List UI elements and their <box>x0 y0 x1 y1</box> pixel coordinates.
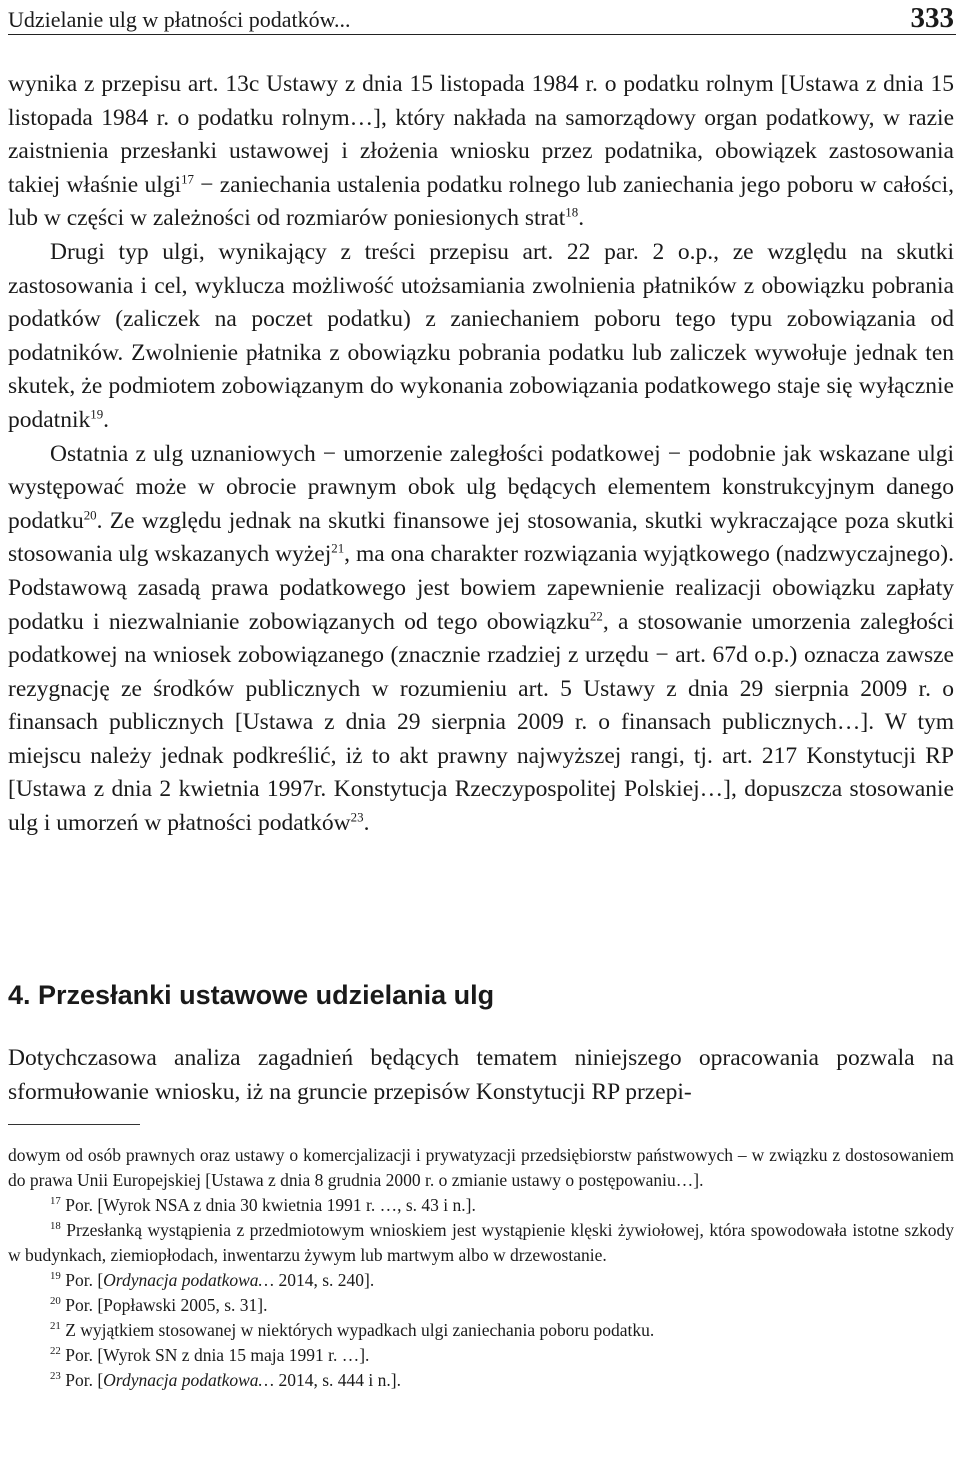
paragraph-2-text-a: Drugi typ ulgi, wynikający z treści przepisu art. 22 par. 2 o.p., ze względu na skutki zastosowania i cel, wyklucza możliwość utożsamiania zwolnienia płatników z obowiązku pobrania podatków (zaliczek na poczet podatku) z zaniechaniem poboru tego typu zobowiązania od podatników. Zwolnienie płatnika z obowiązku pobrania podatku lub zaliczek wywołuje jednak ten skutek, że podmiotem zobowiązanym do wykonania zobowiązania podatkowego staje się wyłącznie podatnik <box>8 238 954 433</box>
footnote-20 <box>8 1293 954 1318</box>
footnote-ref-18: 18 <box>565 204 579 220</box>
footnote-17 <box>8 1193 954 1218</box>
footnote-ref-23: 23 <box>350 809 364 825</box>
paragraph-1-text-b: − zaniechania ustalenia podatku rolnego lub zaniechania jego poboru w całości, lub w części w zależności od rozmiarów poniesionych strat <box>8 171 954 232</box>
section-body <box>8 1042 954 1109</box>
section-heading: 4. Przesłanki ustawowe udzielania ulg <box>8 980 495 1010</box>
section-paragraph: Dotychczasowa analiza zagadnień będących tematem niniejszego opracowania pozwala na sformułowanie wniosku, iż na gruncie przepisów Konstytucji RP przepi- <box>8 1045 954 1105</box>
footnote-text-post: 2014, s. 240]. <box>274 1270 375 1290</box>
paragraph-3 <box>8 438 954 841</box>
footnote-number: 21 <box>50 1319 61 1332</box>
paragraph-3-text-e: . <box>363 810 370 837</box>
footnote-separator <box>8 1124 140 1125</box>
footnote-18 <box>8 1218 954 1268</box>
footnote-22 <box>8 1343 954 1368</box>
paragraph-1-text-c: . <box>578 205 585 232</box>
footnote-italic-title: Ordynacja podatkowa… <box>103 1270 275 1290</box>
paragraph-3-text-a: Ostatnia z ulg uznaniowych − umorzenie zaległości podatkowej − podobnie jak wskazane ulgi występować może w obrocie prawnym obok ulg będących elementem konstrukcyjnym danego podatku <box>8 440 954 534</box>
footnote-ref-22: 22 <box>589 608 603 624</box>
footnote-text: Por. [Popławski 2005, s. 31]. <box>60 1295 268 1315</box>
running-title: Udzielanie ulg w płatności podatków... <box>8 7 351 32</box>
paragraph-2 <box>8 236 954 438</box>
footnote-number: 19 <box>50 1269 61 1282</box>
footnote-number: 18 <box>50 1219 61 1232</box>
main-text <box>8 68 954 841</box>
paragraph-1 <box>8 68 954 236</box>
paragraph-3-text-c: , ma ona charakter rozwiązania wyjątkowego (nadzwyczajnego). Podstawową zasadą prawa podatkowego jest bowiem zapewnienie realizacji obowiązku zapłaty podatku i niezwalnianie zobowiązanych od tego obowiązku <box>8 541 954 635</box>
paragraph-3-text-b: . Ze względu jednak na skutki finansowe jej stosowania, skutki wykraczające poza skutki stosowania ulg wskazanych wyżej <box>8 507 954 568</box>
running-header <box>8 4 956 35</box>
paragraph-2-text-b: . <box>103 406 110 433</box>
footnote-number: 17 <box>50 1194 61 1207</box>
footnote-ref-19: 19 <box>90 406 104 422</box>
footnote-text-pre: Por. [ <box>60 1270 104 1290</box>
footnote-23 <box>8 1368 954 1393</box>
footnote-text: Przesłanką wystąpienia z przedmiotowym wnioskiem jest wystąpienie klęski żywiołowej, która spowodowała istotne szkody w budynkach, ziemiopłodach, inwentarzu żywym lub martwym albo w drzewostanie. <box>8 1220 954 1265</box>
footnote-ref-17: 17 <box>181 171 194 187</box>
page-number: 333 <box>910 2 954 34</box>
footnote-number: 22 <box>50 1344 61 1357</box>
footnote-19 <box>8 1268 954 1293</box>
footnote-ref-20: 20 <box>83 507 97 523</box>
footnote-number: 23 <box>50 1369 61 1382</box>
footnote-text-pre: Por. [ <box>60 1370 104 1390</box>
footnote-ref-21: 21 <box>331 540 345 556</box>
footnote-text: Z wyjątkiem stosowanej w niektórych wypadkach ulgi zaniechania poboru podatku. <box>60 1320 655 1340</box>
footnote-text: Por. [Wyrok NSA z dnia 30 kwietnia 1991 r. …, s. 43 i n.]. <box>60 1195 476 1215</box>
footnotes <box>8 1143 954 1393</box>
footnote-21 <box>8 1318 954 1343</box>
footnote-italic-title: Ordynacja podatkowa… <box>103 1370 275 1390</box>
footnote-text: Por. [Wyrok SN z dnia 15 maja 1991 r. …]. <box>60 1345 370 1365</box>
paragraph-3-text-d: , a stosowanie umorzenia zaległości podatkowej na wniosek zobowiązanego (znacznie rzadziej z urzędu − art. 67d o.p.) oznacza zawsze rezygnację ze środków publicznych w rozumieniu art. 5 Ustawy z dnia 29 sierpnia 2009 r. o finansach publicznych [Ustawa z dnia 29 sierpnia 2009 r. o finansach publicznych…]. W tym miejscu należy jednak podkreślić, iż to akt prawny najwyższej rangi, tj. art. 217 Konstytucji RP [Ustawa z dnia 2 kwietnia 1997r. Konstytucja Rzeczypospolitej Polskiej…], dopuszcza stosowanie ulg i umorzeń w płatności podatków <box>8 608 954 837</box>
footnote-continued: dowym od osób prawnych oraz ustawy o komercjalizacji i prywatyzacji przedsiębiorstw państwowych – w związku z dostosowaniem do prawa Unii Europejskiej [Ustawa z dnia 8 grudnia 2000 r. o zmianie ustawy o postępowaniu…]. <box>8 1145 954 1190</box>
footnote-text-post: 2014, s. 444 i n.]. <box>274 1370 401 1390</box>
footnote-number: 20 <box>50 1294 61 1307</box>
paragraph-1-text-a: wynika z przepisu art. 13c Ustawy z dnia 15 listopada 1984 r. o podatku rolnym [Ustawa z dnia 15 listopada 1984 r. o podatku rolnym…], który nakłada na samorządowy organ podatkowy, w razie zaistnienia przesłanki ustawowej i złożenia wniosku przez podatnika, obowiązek zastosowania takiej właśnie ulgi <box>8 71 954 198</box>
